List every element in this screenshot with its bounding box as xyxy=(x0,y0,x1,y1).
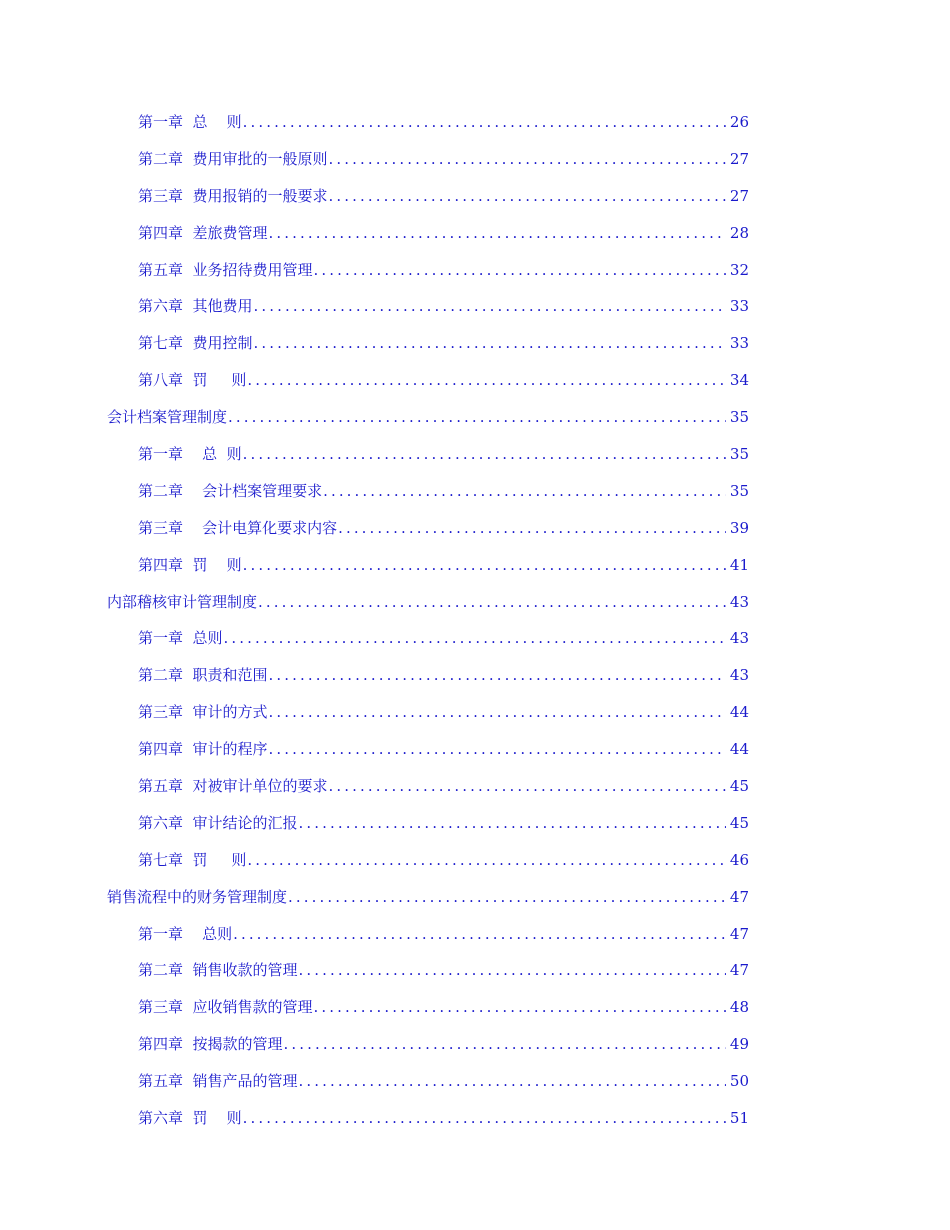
dot-leader xyxy=(233,916,726,953)
dot-leader xyxy=(314,252,726,289)
toc-chapter-link[interactable] xyxy=(0,436,950,473)
toc-section-link[interactable] xyxy=(0,584,950,621)
toc-chapter-link[interactable] xyxy=(0,1100,950,1137)
dot-leader xyxy=(258,584,726,621)
dot-leader xyxy=(269,215,726,252)
dot-leader xyxy=(288,879,726,916)
toc-chapter-link[interactable] xyxy=(0,952,950,989)
toc-entry-title: 第三章 会计电算化要求内容 xyxy=(138,518,338,537)
toc-chapter-link[interactable] xyxy=(0,178,950,215)
toc-chapter-link[interactable] xyxy=(0,805,950,842)
toc-page-number: 49 xyxy=(729,1035,749,1054)
toc-page-number: 45 xyxy=(729,777,749,796)
toc-entry-title: 第二章 职责和范围 xyxy=(138,666,268,685)
toc-chapter-link[interactable] xyxy=(0,288,950,325)
dot-leader xyxy=(269,731,726,768)
dot-leader xyxy=(228,399,726,436)
toc-entry-title: 内部稽核审计管理制度 xyxy=(107,592,258,611)
toc-page-number: 34 xyxy=(729,371,749,390)
toc-entry-title: 第三章 费用报销的一般要求 xyxy=(138,186,328,205)
toc-chapter-link[interactable] xyxy=(0,694,950,731)
dot-leader xyxy=(224,620,726,657)
toc-chapter-link[interactable] xyxy=(0,842,950,879)
toc-page-number: 44 xyxy=(729,740,749,759)
toc-entry-title: 第三章 审计的方式 xyxy=(138,703,268,722)
toc-page-number: 35 xyxy=(729,481,749,500)
dot-leader xyxy=(314,989,726,1026)
toc-page-number: 43 xyxy=(729,592,749,611)
toc-entry-title: 第一章 总 则 xyxy=(138,445,242,464)
toc-page-number: 27 xyxy=(729,149,749,168)
toc-entry-title: 第六章 罚 则 xyxy=(138,1109,242,1128)
dot-leader xyxy=(329,768,726,805)
toc-chapter-link[interactable] xyxy=(0,362,950,399)
toc-page-number: 35 xyxy=(729,408,749,427)
toc-entry-title: 第一章 总则 xyxy=(138,924,233,943)
toc-page-number: 32 xyxy=(729,260,749,279)
toc-chapter-link[interactable] xyxy=(0,104,950,141)
toc-entry-title: 第四章 审计的程序 xyxy=(138,740,268,759)
toc-page-number: 43 xyxy=(729,666,749,685)
toc-page-number: 26 xyxy=(729,113,749,131)
dot-leader xyxy=(269,694,726,731)
dot-leader xyxy=(329,178,726,215)
toc-entry-title: 第二章 销售收款的管理 xyxy=(138,961,298,980)
toc-chapter-link[interactable] xyxy=(0,141,950,178)
toc-chapter-link[interactable] xyxy=(0,325,950,362)
toc-chapter-link[interactable] xyxy=(0,510,950,547)
toc-entry-title: 第七章 罚 则 xyxy=(138,850,247,869)
toc-page-number: 47 xyxy=(729,961,749,980)
toc-entry-title: 第一章 总 则 xyxy=(138,113,242,131)
dot-leader xyxy=(254,288,726,325)
toc-page-number: 48 xyxy=(729,998,749,1017)
toc-section-link[interactable] xyxy=(0,399,950,436)
toc-entry-title: 第五章 业务招待费用管理 xyxy=(138,260,313,279)
dot-leader xyxy=(243,547,726,584)
dot-leader xyxy=(247,362,726,399)
toc-section-link[interactable] xyxy=(0,879,950,916)
toc-page-number: 47 xyxy=(729,887,749,906)
toc-chapter-link[interactable] xyxy=(0,731,950,768)
dot-leader xyxy=(323,473,726,510)
toc-entry-title: 第四章 按揭款的管理 xyxy=(138,1035,283,1054)
toc-chapter-link[interactable] xyxy=(0,768,950,805)
toc-chapter-link[interactable] xyxy=(0,1063,950,1100)
toc-entry-title: 第二章 会计档案管理要求 xyxy=(138,481,323,500)
toc-page-number: 35 xyxy=(729,445,749,464)
toc-entry-title: 第八章 罚 则 xyxy=(138,371,247,390)
toc-page-number: 45 xyxy=(729,813,749,832)
toc-entry-title: 第四章 差旅费管理 xyxy=(138,223,268,242)
toc-chapter-link[interactable] xyxy=(0,989,950,1026)
toc-page-number: 33 xyxy=(729,334,749,353)
toc-page-number: 39 xyxy=(729,518,749,537)
toc-chapter-link[interactable] xyxy=(0,1026,950,1063)
toc-page-number: 27 xyxy=(729,186,749,205)
toc-entry-title: 第四章 罚 则 xyxy=(138,555,242,574)
dot-leader xyxy=(243,1100,726,1137)
dot-leader xyxy=(243,436,726,473)
table-of-contents xyxy=(0,104,950,1137)
toc-page-number: 50 xyxy=(729,1072,749,1091)
toc-chapter-link[interactable] xyxy=(0,657,950,694)
toc-entry-title: 第三章 应收销售款的管理 xyxy=(138,998,313,1017)
toc-page-number: 41 xyxy=(729,555,749,574)
dot-leader xyxy=(254,325,726,362)
toc-entry-title: 第五章 对被审计单位的要求 xyxy=(138,777,328,796)
toc-chapter-link[interactable] xyxy=(0,916,950,953)
toc-entry-title: 第六章 其他费用 xyxy=(138,297,253,316)
toc-page-number: 44 xyxy=(729,703,749,722)
toc-page-number: 47 xyxy=(729,924,749,943)
toc-chapter-link[interactable] xyxy=(0,215,950,252)
dot-leader xyxy=(299,952,726,989)
toc-page-number: 43 xyxy=(729,629,749,648)
toc-chapter-link[interactable] xyxy=(0,620,950,657)
dot-leader xyxy=(243,104,726,141)
dot-leader xyxy=(284,1026,726,1063)
dot-leader xyxy=(299,805,726,842)
toc-entry-title: 销售流程中的财务管理制度 xyxy=(107,887,288,906)
dot-leader xyxy=(247,842,726,879)
dot-leader xyxy=(329,141,726,178)
toc-chapter-link[interactable] xyxy=(0,473,950,510)
toc-entry-title: 会计档案管理制度 xyxy=(107,408,228,427)
dot-leader xyxy=(338,510,726,547)
toc-chapter-link[interactable] xyxy=(0,547,950,584)
toc-entry-title: 第一章 总则 xyxy=(138,629,223,648)
toc-chapter-link[interactable] xyxy=(0,252,950,289)
dot-leader xyxy=(269,657,726,694)
toc-entry-title: 第六章 审计结论的汇报 xyxy=(138,813,298,832)
toc-entry-title: 第二章 费用审批的一般原则 xyxy=(138,149,328,168)
toc-entry-title: 第五章 销售产品的管理 xyxy=(138,1072,298,1091)
toc-page-number: 46 xyxy=(729,850,749,869)
toc-entry-title: 第七章 费用控制 xyxy=(138,334,253,353)
dot-leader xyxy=(299,1063,726,1100)
toc-page-number: 51 xyxy=(729,1109,749,1128)
toc-page-number: 33 xyxy=(729,297,749,316)
toc-page-number: 28 xyxy=(729,223,749,242)
